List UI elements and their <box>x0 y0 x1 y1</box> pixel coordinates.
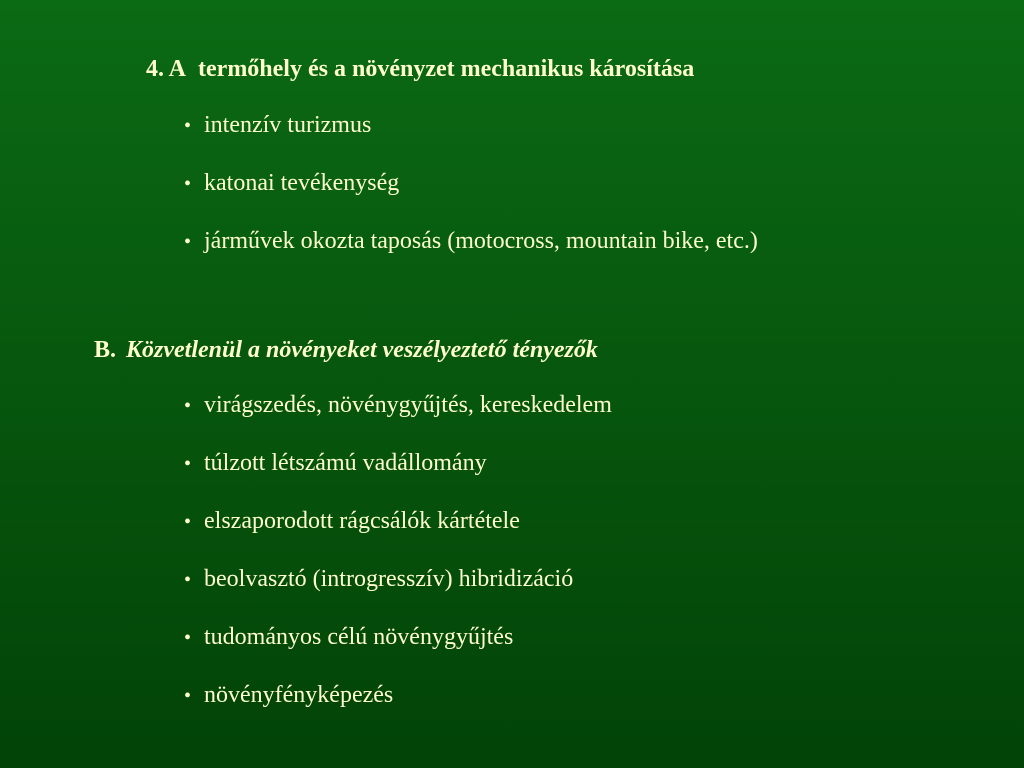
list-item-text: elszaporodott rágcsálók kártétele <box>204 508 520 534</box>
list-item <box>184 623 612 651</box>
section-a-number: 4. A <box>146 56 187 82</box>
list-item-text: intenzív turizmus <box>204 112 372 138</box>
bullet-icon: • <box>184 453 192 475</box>
list-item-text: virágszedés, növénygyűjtés, kereskedelem <box>204 392 612 418</box>
bullet-icon: • <box>184 511 192 533</box>
list-item <box>184 565 612 593</box>
list-item <box>184 111 758 139</box>
bullet-icon: • <box>184 685 192 707</box>
list-item-text: járművek okozta taposás (motocross, mountain bike, etc.) <box>204 228 758 254</box>
section-a-title: termőhely és a növényzet mechanikus károsítása <box>198 56 695 82</box>
bullet-icon: • <box>184 173 192 195</box>
list-item <box>184 169 758 197</box>
section-b-heading <box>94 336 598 364</box>
bullet-icon: • <box>184 395 192 417</box>
list-item <box>184 507 612 535</box>
list-item <box>184 449 612 477</box>
list-item-text: növényfényképezés <box>204 682 394 708</box>
list-item-text: beolvasztó (introgresszív) hibridizáció <box>204 566 574 592</box>
list-item-text: túlzott létszámú vadállomány <box>204 450 487 476</box>
section-b-bullet-list <box>184 391 612 739</box>
section-b-number: B. <box>94 337 117 363</box>
list-item <box>184 227 758 255</box>
bullet-icon: • <box>184 569 192 591</box>
bullet-icon: • <box>184 231 192 253</box>
bullet-icon: • <box>184 627 192 649</box>
list-item-text: tudományos célú növénygyűjtés <box>204 624 514 650</box>
section-a-heading <box>146 55 694 83</box>
bullet-icon: • <box>184 115 192 137</box>
section-b-title: Közvetlenül a növényeket veszélyeztető tényezők <box>126 337 598 363</box>
list-item-text: katonai tevékenység <box>204 170 400 196</box>
list-item <box>184 391 612 419</box>
section-a-bullet-list <box>184 111 758 285</box>
list-item <box>184 681 612 709</box>
